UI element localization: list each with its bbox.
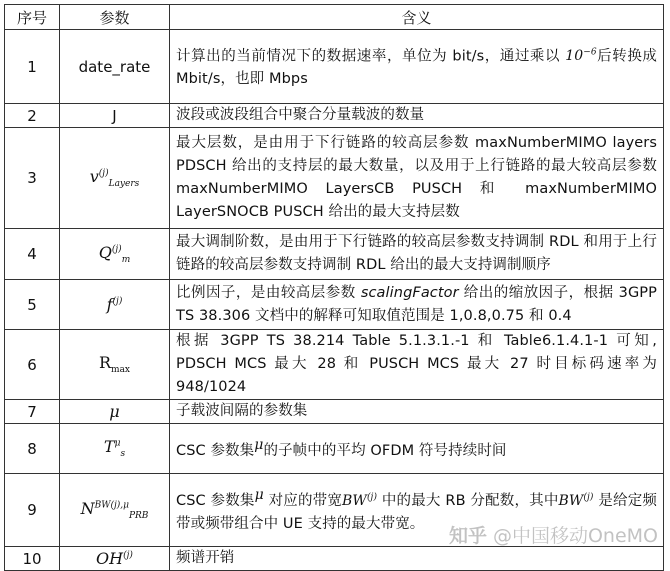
- row-param: J: [60, 104, 170, 128]
- symbol-sub: max: [111, 365, 131, 376]
- row-desc: [170, 280, 664, 330]
- symbol-base: T: [103, 437, 115, 457]
- row-index: 7: [5, 400, 60, 424]
- desc-text: 的子帧中的平均 OFDM 符号持续时间: [263, 442, 507, 459]
- symbol-sup: BW(j),μ: [94, 500, 129, 511]
- desc-text: 是给定频带或频带组合中 UE 支持的最大带宽。: [176, 492, 657, 532]
- row-param: [60, 280, 170, 330]
- symbol-sub: s: [120, 449, 126, 460]
- row-param: [60, 229, 170, 280]
- bw-sup: (j): [366, 492, 378, 503]
- table-row: [5, 104, 664, 128]
- math-sup: −6: [583, 47, 597, 58]
- row-desc: 波段或波段组合中聚合分量载波的数量: [170, 104, 664, 128]
- desc-mu: μ: [254, 437, 264, 454]
- row-param: [60, 547, 170, 571]
- param-symbol: [107, 295, 123, 314]
- row-desc: [170, 424, 664, 474]
- desc-text: CSC 参数集: [176, 442, 255, 459]
- watermark: [449, 521, 658, 548]
- header-index: 序号: [5, 5, 60, 30]
- desc-math: [565, 48, 596, 64]
- symbol-base: f: [106, 295, 113, 314]
- row-index: 10: [5, 547, 60, 571]
- desc-bw: [342, 493, 377, 509]
- param-symbol: [98, 242, 131, 266]
- bw-base: BW: [558, 492, 584, 509]
- symbol-base: v: [89, 166, 99, 186]
- header-meaning: 含义: [170, 5, 664, 30]
- table-row: [5, 547, 664, 571]
- symbol-base: N: [80, 498, 95, 518]
- row-param: [60, 400, 170, 424]
- symbol-sub: m: [121, 255, 131, 266]
- desc-text: 对应的带宽: [263, 492, 343, 509]
- symbol-sup: (j): [111, 244, 122, 255]
- row-desc: 子载波间隔的参数集: [170, 400, 664, 424]
- symbol-base: OH: [96, 549, 124, 568]
- desc-text: 计算出的当前情况下的数据速率，单位为 bit/s，通过乘以: [176, 48, 566, 65]
- param-symbol: [96, 549, 133, 568]
- table-row: [5, 280, 664, 330]
- desc-text: 中的最大 RB 分配数，其中: [377, 492, 559, 509]
- table-row: [5, 330, 664, 400]
- bw-base: BW: [342, 492, 367, 509]
- table-header-row: [5, 5, 664, 30]
- desc-text: 比例因子，是由较高层参数: [176, 284, 361, 301]
- desc-text: 给出的缩放因子，根据 3GPP TS 38.306 文档中的解释可知取值范围是 1,0.8,0.75 和 0.4: [176, 284, 657, 324]
- symbol-sub: Layers: [108, 179, 140, 190]
- row-desc: 根据 3GPP TS 38.214 Table 5.1.3.1.-1 和 Table6.1.4.1-1 可知, PDSCH MCS 最大 28 和 PUSCH MCS 最大 27 时目标码速率为 948/1024: [170, 330, 664, 400]
- desc-text: CSC 参数集: [176, 492, 255, 509]
- bw-sup: (j): [583, 492, 594, 503]
- row-index: 4: [5, 229, 60, 280]
- row-index: 9: [5, 474, 60, 547]
- table-row: [5, 229, 664, 280]
- symbol-sup: (j): [123, 550, 133, 561]
- desc-italic: scalingFactor: [360, 284, 459, 301]
- watermark-logo: 知乎: [448, 525, 487, 547]
- row-param: [60, 424, 170, 474]
- param-symbol: [80, 498, 149, 522]
- row-index: 3: [5, 128, 60, 229]
- row-desc: 最大调制阶数，是由用于下行链路的较高层参数支持调制 RDL 和用于上行链路的较高层参数支持调制 RDL 给出的最大支持调制顺序: [170, 229, 664, 280]
- row-index: 2: [5, 104, 60, 128]
- param-symbol: [103, 437, 126, 460]
- row-desc: 频谱开销: [170, 547, 664, 571]
- row-param: [60, 128, 170, 229]
- symbol-base: R: [98, 353, 112, 373]
- table-row: [5, 30, 664, 104]
- row-param: date_rate: [60, 30, 170, 104]
- param-symbol: [89, 166, 140, 190]
- row-param: [60, 330, 170, 400]
- desc-mu: μ: [254, 487, 264, 504]
- desc-bw: [559, 493, 594, 509]
- symbol-base: Q: [98, 242, 112, 262]
- math-base: 10: [565, 48, 584, 65]
- symbol-sup: (j): [112, 296, 123, 307]
- symbol-sup: (j): [98, 168, 109, 179]
- desc-text: 后转换成 Mbit/s，也即 Mbps: [176, 48, 657, 88]
- row-index: 1: [5, 30, 60, 104]
- row-desc: [170, 30, 664, 104]
- param-symbol: μ: [109, 402, 120, 421]
- watermark-text: @中国移动OneMO: [492, 525, 658, 547]
- row-param: [60, 474, 170, 547]
- row-index: 5: [5, 280, 60, 330]
- row-index: 6: [5, 330, 60, 400]
- row-desc: 最大层数，是由用于下行链路的较高层参数 maxNumberMIMO layers PDSCH 给出的支持层的最大数量，以及用于上行链路的最大较高层参数 maxNumberMIMO LayersCB PUSCH 和 maxNumberMIMO LayerSNOCB PUSCH 给出的最大支持层数: [170, 128, 664, 229]
- table-row: [5, 400, 664, 424]
- symbol-sup: μ: [114, 439, 121, 450]
- parameter-table: [4, 4, 664, 571]
- symbol-sub: PRB: [128, 511, 149, 522]
- table-row: [5, 128, 664, 229]
- table-row: [5, 424, 664, 474]
- header-param: 参数: [60, 5, 170, 30]
- param-symbol: [98, 353, 131, 376]
- row-index: 8: [5, 424, 60, 474]
